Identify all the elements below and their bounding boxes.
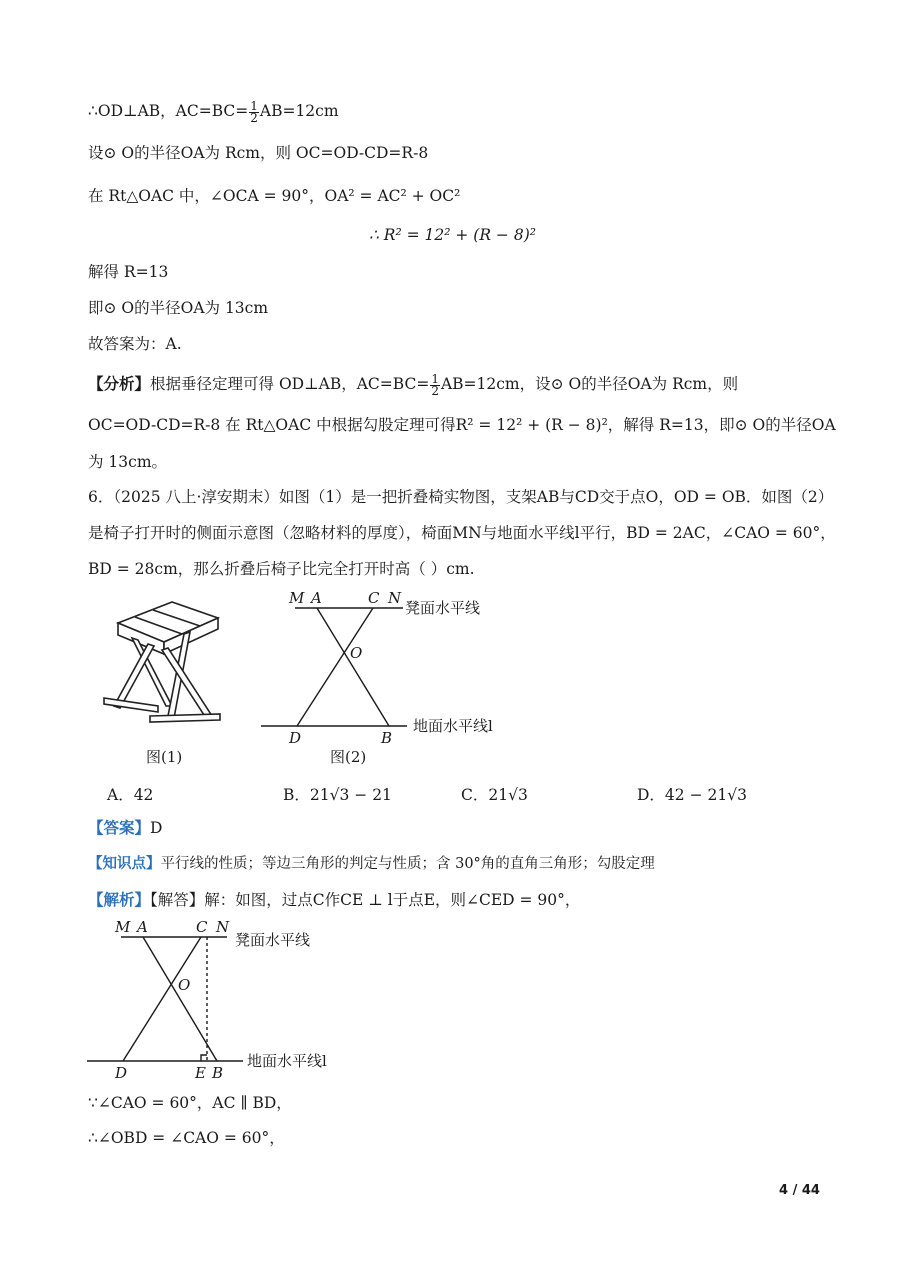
solution-line-2: 设⊙ O的半径OA为 Rcm，则 OC=OD-CD=R-8 [88,144,429,162]
answer-tag: 【答案】 [88,818,151,837]
option-b: B．21√3 − 21 [283,786,392,804]
option-c: C．21√3 [461,786,528,804]
figure-1-caption: 图(1) [146,748,183,766]
explanation-text: 【解答】解：如图，过点C作CE ⊥ l于点E，则∠CED = 90°， [150,891,581,909]
solution-line-5: 解得 R=13 [88,263,169,281]
analysis-text-b: AB=12cm，设⊙ O的半径OA为 Rcm，则 [440,375,739,393]
label-C: C [368,589,380,607]
label-A: A [311,589,322,607]
page-number: 4 / 44 [779,1183,820,1198]
sol-label-B: B [212,1064,224,1082]
knowledge-text: 平行线的性质；等边三角形的判定与性质；含 30°角的直角三角形；勾股定理 [160,856,655,872]
ground-level-label: 地面水平线l [413,717,493,735]
explanation-tag: 【解析】 [88,890,151,909]
line-1-text-a: ∴OD⊥AB，AC=BC= [88,102,249,120]
question-line-3: BD = 28cm，那么折叠后椅子比完全打开时高（ ）cm. [88,560,475,578]
option-d: D．42 − 21√3 [637,786,747,804]
fraction-half-2 [430,371,440,398]
label-M: M [289,589,305,607]
solution-line-6: 即⊙ O的半径OA为 13cm [88,299,269,317]
knowledge-point-line [88,853,655,875]
seat-level-label: 凳面水平线 [405,599,481,617]
solution-diagram [85,915,355,1090]
label-B: B [381,729,393,747]
sol-seat-label: 凳面水平线 [235,931,311,949]
figure-2-caption: 图(2) [330,748,367,766]
sol-label-E: E [195,1064,206,1082]
chair-side-diagram [255,588,515,768]
explanation-line [88,889,580,911]
frac-denominator: 2 [250,110,258,125]
sol-label-N: N [216,918,230,936]
line-1-text-b: AB=12cm [259,102,339,120]
sol-label-O: O [178,976,191,994]
analysis-line-1 [88,373,738,397]
question-line-1: 6．（2025 八上·淳安期末）如图（1）是一把折叠椅实物图，支架AB与CD交于点O，OD = OB．如图（2） [88,488,834,506]
option-a: A．42 [107,786,154,804]
question-line-2: 是椅子打开时的侧面示意图（忽略材料的厚度），椅面MN与地面水平线l平行，BD = 2AC，∠CAO = 60°， [88,524,836,542]
frac-numerator-2: 1 [431,371,439,386]
step-line-1: ∵∠CAO = 60°，AC ∥ BD， [88,1094,292,1112]
solution-line-7: 故答案为：A. [88,335,182,353]
solution-line-3: 在 Rt△OAC 中，∠OCA = 90°，OA² = AC² + OC² [88,187,461,205]
sol-ground-label: 地面水平线l [247,1052,327,1070]
sol-label-A: A [137,918,148,936]
knowledge-tag: 【知识点】 [88,855,161,872]
analysis-line-2: OC=OD-CD=R-8 在 Rt△OAC 中根据勾股定理可得R² = 12² + (R − 8)²，解得 R=13，即⊙ O的半径OA [88,416,836,434]
sol-label-C: C [196,918,208,936]
answer-line [88,817,162,839]
step-line-2: ∴∠OBD = ∠CAO = 60°， [88,1129,285,1147]
fraction-half [249,98,259,125]
frac-numerator: 1 [250,98,258,113]
sol-label-D: D [115,1064,128,1082]
answer-value: D [150,819,163,837]
analysis-text-a: 根据垂径定理可得 OD⊥AB，AC=BC= [150,375,430,393]
equation-centered: ∴ R² = 12² + (R − 8)² [369,226,536,244]
label-D: D [289,729,302,747]
label-O: O [350,644,363,662]
label-N: N [388,589,402,607]
folding-chair-illustration [100,598,240,738]
frac-denominator-2: 2 [431,383,439,398]
analysis-tag: 【分析】 [88,374,151,393]
sol-label-M: M [115,918,131,936]
analysis-line-3: 为 13cm。 [88,453,168,471]
solution-line-1 [88,100,339,124]
